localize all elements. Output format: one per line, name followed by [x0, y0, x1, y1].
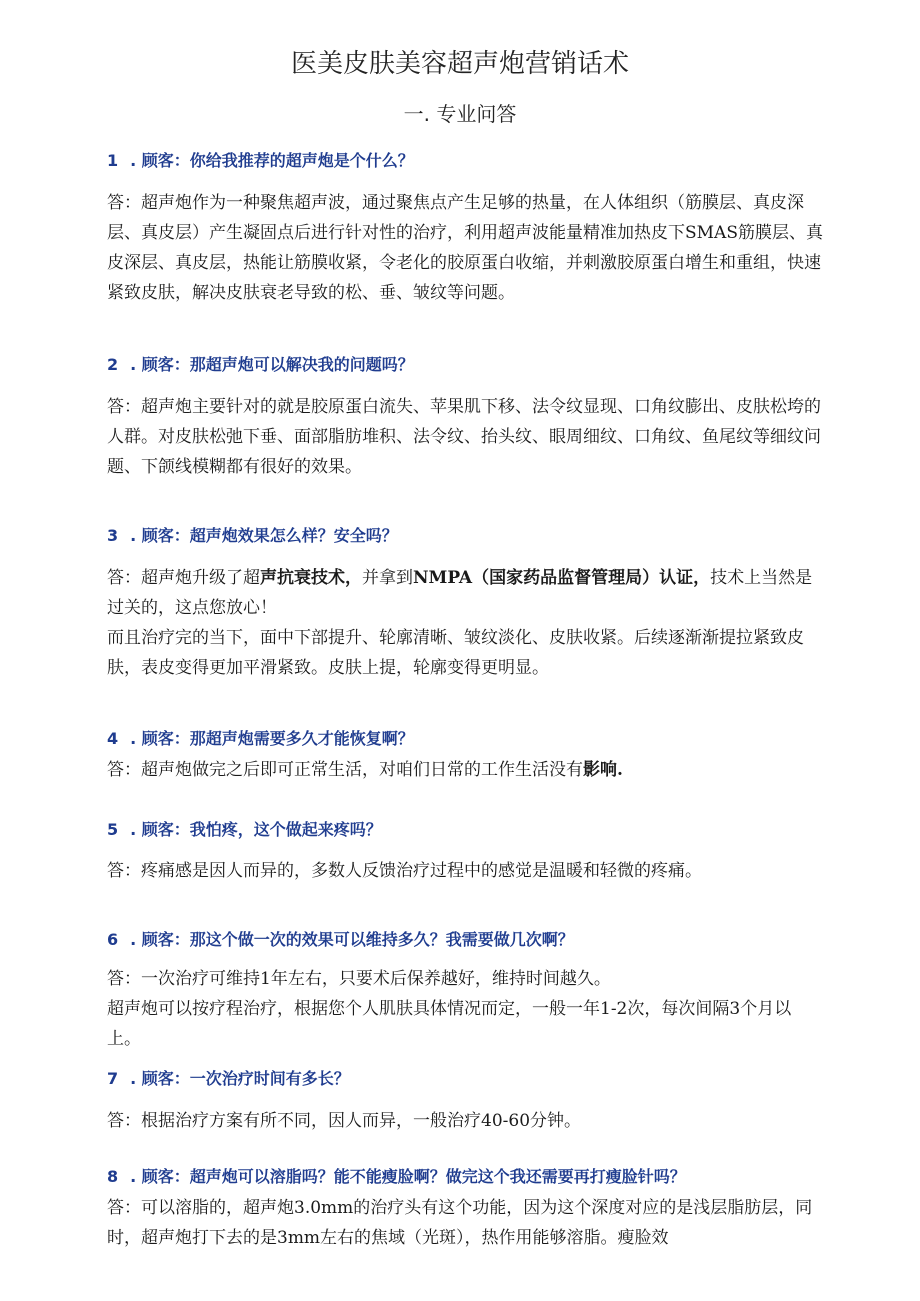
answer-text: 答：一次治疗可维持1年左右，只要术后保养越好，维持时间越久。	[107, 969, 611, 989]
question-text: . 顾客：你给我推荐的超声炮是个什么？	[130, 151, 414, 170]
answer-text	[107, 755, 823, 785]
answer-8	[107, 1193, 823, 1253]
question-number: 5	[107, 820, 119, 839]
question-text: . 顾客：超声炮可以溶脂吗？能不能瘦脸啊？做完这个我还需要再打瘦脸针吗？	[130, 1167, 686, 1186]
answer-segment: 技术上当然是过关的，这点您放心！	[107, 568, 813, 618]
section-heading: 一. 专业问答	[403, 102, 517, 126]
question-3	[107, 523, 827, 549]
answer-text: 答：疼痛感是因人而异的，多数人反馈治疗过程中的感觉是温暖和轻微的疼痛。	[107, 861, 702, 881]
question-number: 7	[107, 1069, 119, 1088]
answer-segment: 答：超声炮做完之后即可正常生活，对咱们日常的工作生活没有	[107, 760, 583, 780]
answer-segment: 答：超声炮升级了超	[107, 568, 260, 588]
answer-2	[107, 392, 823, 482]
question-6	[107, 927, 827, 953]
question-number: 2	[107, 355, 119, 374]
answer-7	[107, 1106, 823, 1136]
answer-emphasis: NMPA（国家药品监督管理局）认证，	[413, 568, 711, 588]
answer-text: 答：可以溶脂的，超声炮3.0mm的治疗头有这个功能，因为这个深度对应的是浅层脂肪层，同时，超声炮打下去的是3mm左右的焦域（光斑），热作用能够溶脂。瘦脸效	[107, 1198, 813, 1248]
question-1	[107, 148, 827, 174]
answer-text: 答：超声炮作为一种聚焦超声波，通过聚焦点产生足够的热量，在人体组织（筋膜层、真皮深层、真皮层）产生凝固点后进行针对性的治疗，利用超声波能量精准加热皮下SMAS筋膜层、真皮深层、真皮层，热能让筋膜收紧，令老化的胶原蛋白收缩，并刺激胶原蛋白增生和重组，快速紧致皮肤，解决皮肤衰老导致的松、垂、皱纹等问题。	[107, 193, 823, 303]
question-number: 4	[107, 729, 119, 748]
question-8	[107, 1164, 827, 1190]
answer-3	[107, 563, 823, 683]
answer-emphasis: 影响.	[583, 760, 623, 780]
answer-4	[107, 755, 823, 785]
question-text: . 顾客：那超声炮需要多久才能恢复啊？	[130, 729, 414, 748]
question-7	[107, 1066, 827, 1092]
document-title: 医美皮肤美容超声炮营销话术	[290, 49, 629, 79]
question-text: . 顾客：超声炮效果怎么样？安全吗？	[130, 526, 398, 545]
question-number: 1	[107, 151, 119, 170]
question-number: 8	[107, 1167, 119, 1186]
question-number: 6	[107, 930, 119, 949]
question-text: . 顾客：我怕疼，这个做起来疼吗？	[130, 820, 382, 839]
answer-text	[107, 563, 823, 623]
question-5	[107, 817, 827, 843]
answer-text: 答：超声炮主要针对的就是胶原蛋白流失、苹果肌下移、法令纹显现、口角纹膨出、皮肤松垮的人群。对皮肤松弛下垂、面部脂肪堆积、法令纹、抬头纹、眼周细纹、口角纹、鱼尾纹等细纹问题、下颌线模糊都有很好的效果。	[107, 397, 821, 477]
question-text: . 顾客：一次治疗时间有多长？	[130, 1069, 350, 1088]
answer-1	[107, 188, 823, 308]
question-text: . 顾客：那这个做一次的效果可以维持多久？我需要做几次啊？	[130, 930, 574, 949]
question-text: . 顾客：那超声炮可以解决我的问题吗？	[130, 355, 414, 374]
answer-text: 答：根据治疗方案有所不同，因人而异，一般治疗40-60分钟。	[107, 1111, 582, 1131]
answer-text-continued: 而且治疗完的当下，面中下部提升、轮廓清晰、皱纹淡化、皮肤收紧。后续逐渐渐提拉紧致皮肤，表皮变得更加平滑紧致。皮肤上提，轮廓变得更明显。	[107, 628, 804, 678]
question-2	[107, 352, 827, 378]
answer-emphasis: 声抗衰技术，	[260, 568, 362, 588]
question-number: 3	[107, 526, 119, 545]
question-4	[107, 726, 827, 752]
answer-text-continued: 超声炮可以按疗程治疗，根据您个人肌肤具体情况而定，一般一年1-2次，每次间隔3个月以上。	[107, 999, 792, 1049]
answer-segment: 并拿到	[362, 568, 413, 588]
answer-6	[107, 964, 823, 1054]
answer-5	[107, 856, 823, 886]
